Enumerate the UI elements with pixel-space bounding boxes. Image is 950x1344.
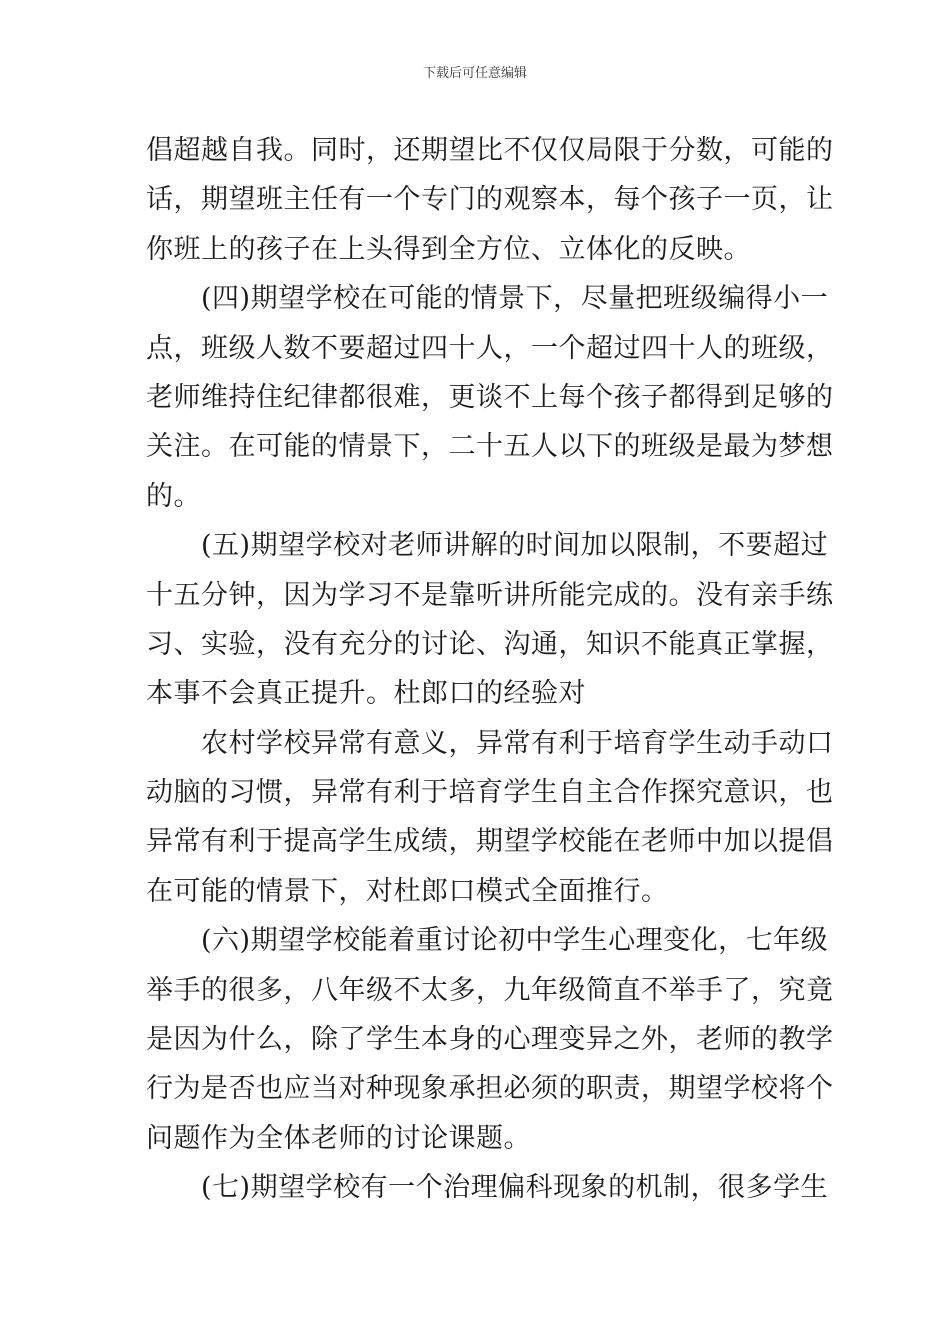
text-line: 习、实验，没有充分的讨论、沟通，知识不能真正掌握， — [146, 628, 834, 660]
text-line: (六)期望学校能着重讨论初中学生心理变化，七年级 — [201, 925, 829, 957]
text-line: 异常有利于提高学生成绩，期望学校能在老师中加以提倡 — [146, 826, 834, 858]
text-line: 点，班级人数不要超过四十人，一个超过四十人的班级， — [146, 332, 834, 364]
text-line: 行为是否也应当对种现象承担必须的职责，期望学校将个 — [146, 1073, 834, 1105]
paragraph — [146, 916, 834, 1163]
text-line: 问题作为全体老师的讨论课题。 — [146, 1122, 531, 1154]
paragraph — [146, 126, 834, 274]
text-line: 本事不会真正提升。杜郎口的经验对 — [146, 678, 586, 710]
text-line: 你班上的孩子在上头得到全方位、立体化的反映。 — [146, 233, 751, 265]
paragraph — [146, 719, 834, 917]
text-line: 在可能的情景下，对杜郎口模式全面推行。 — [146, 875, 669, 907]
text-line: (四)期望学校在可能的情景下，尽量把班级编得小一 — [201, 283, 829, 315]
document-body — [146, 126, 834, 1213]
text-line: (七)期望学校有一个治理偏科现象的机制，很多学生 — [201, 1172, 829, 1204]
text-line: 倡超越自我。同时，还期望比不仅仅局限于分数，可能的 — [146, 135, 834, 166]
page-header: 下载后可任意编辑 — [422, 66, 527, 81]
text-line: 老师维持住纪律都很难，更谈不上每个孩子都得到足够的 — [146, 381, 834, 413]
text-line: 举手的很多，八年级不太多，九年级简直不举手了，究竟 — [146, 974, 834, 1006]
paragraph — [146, 521, 834, 719]
text-line: 农村学校异常有意义，异常有利于培育学生动手动口 — [201, 727, 834, 759]
text-line: 动脑的习惯，异常有利于培育学生自主合作探究意识，也 — [146, 777, 834, 809]
text-line: 十五分钟，因为学习不是靠听讲所能完成的。没有亲手练 — [146, 579, 834, 611]
text-line: (五)期望学校对老师讲解的时间加以限制，不要超过 — [201, 530, 829, 562]
text-line: 话，期望班主任有一个专门的观察本，每个孩子一页，让 — [146, 184, 834, 216]
paragraph — [146, 1163, 829, 1212]
paragraph — [146, 274, 834, 521]
text-line: 关注。在可能的情景下，二十五人以下的班级是最为梦想 — [146, 431, 834, 463]
text-line: 是因为什么，除了学生本身的心理变异之外，老师的教学 — [146, 1024, 834, 1056]
text-line: 的。 — [146, 480, 201, 512]
